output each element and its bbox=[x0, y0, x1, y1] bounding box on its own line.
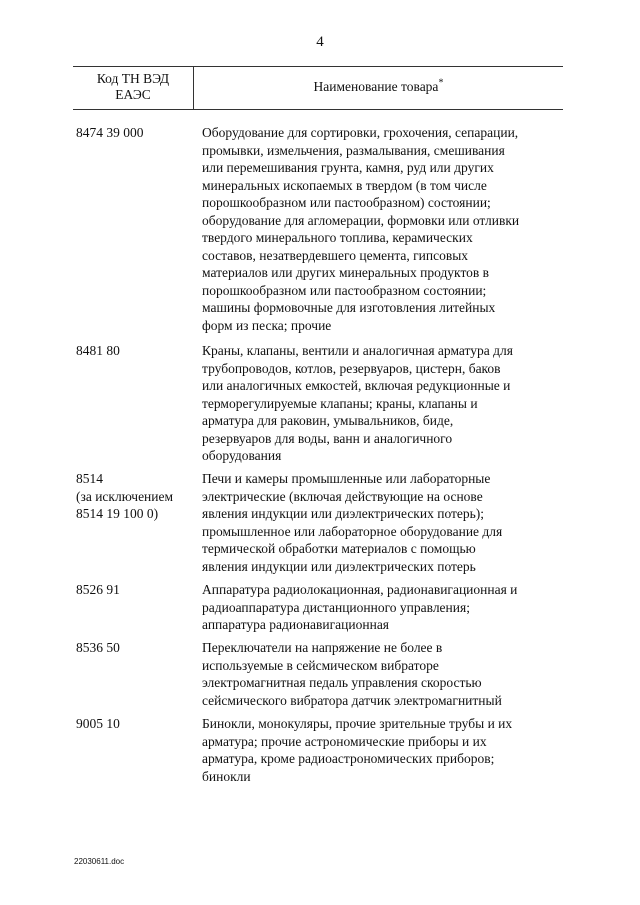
row-description: Печи и камеры промышленные или лабораторные электрические (включая действующие на основе явления индукции или диэлектрических потерь); промышленное или лабораторное оборудование для термической обработки материалов с помощью явления индукции или диэлектрических потерь bbox=[202, 471, 503, 574]
header-code-line1: Код ТН ВЭД bbox=[96, 71, 170, 86]
row-code: 9005 10 bbox=[76, 716, 120, 731]
header-name-label: Наименование товара bbox=[313, 79, 439, 94]
footer-filename: 22030611.doc bbox=[74, 857, 125, 866]
row-code: 8526 91 bbox=[76, 582, 120, 597]
row-code: 8536 50 bbox=[76, 640, 120, 655]
header-code-column bbox=[73, 71, 193, 103]
row-code: 8481 80 bbox=[76, 343, 120, 358]
row-code: 8514 (за исключением 8514 19 100 0) bbox=[76, 471, 174, 521]
row-description: Аппаратура радиолокационная, радионавигационная и радиоаппаратура дистанционного управления; аппаратура радионавигационная bbox=[202, 582, 518, 632]
header-code-line2: ЕАЭС bbox=[115, 87, 151, 102]
row-code: 8474 39 000 bbox=[76, 125, 144, 140]
row-description: Бинокли, монокуляры, прочие зрительные трубы и их арматура; прочие астрономические приборы и их арматура, кроме радиоастрономических приборов; бинокли bbox=[202, 716, 513, 784]
row-description: Переключатели на напряжение не более в используемые в сейсмическом вибраторе электромагнитная педаль управления скоростью сейсмического вибратора датчик электромагнитный bbox=[202, 640, 502, 708]
row-description: Краны, клапаны, вентили и аналогичная арматура для трубопроводов, котлов, резервуаров, цистерн, баков или аналогичных емкостей, включая редукционные и терморегулируемые клапаны; краны, клапаны и арматура для раковин, умывальников, биде, резервуаров для воды, ванн и аналогичного оборудования bbox=[202, 343, 513, 463]
header-footnote-mark: * bbox=[438, 77, 444, 89]
page-number: 4 bbox=[316, 34, 324, 50]
row-description: Оборудование для сортировки, грохочения, сепарации, промывки, измельчения, размалывания, смешивания или перемешивания грунта, камня, руд или других минеральных ископаемых в твердом (в том числе порошкообразном или пастообразном) состоянии; оборудование для агломерации, формовки или отливки твердого минерального топлива, керамических составов, незатвердевшего цемента, гипсовых материалов или других минеральных продуктов в порошкообразном или пастообразном состоянии; машины формовочные для изготовления литейных форм из песка; прочие bbox=[202, 125, 520, 333]
table-header bbox=[73, 66, 563, 110]
header-name-column bbox=[194, 79, 563, 95]
